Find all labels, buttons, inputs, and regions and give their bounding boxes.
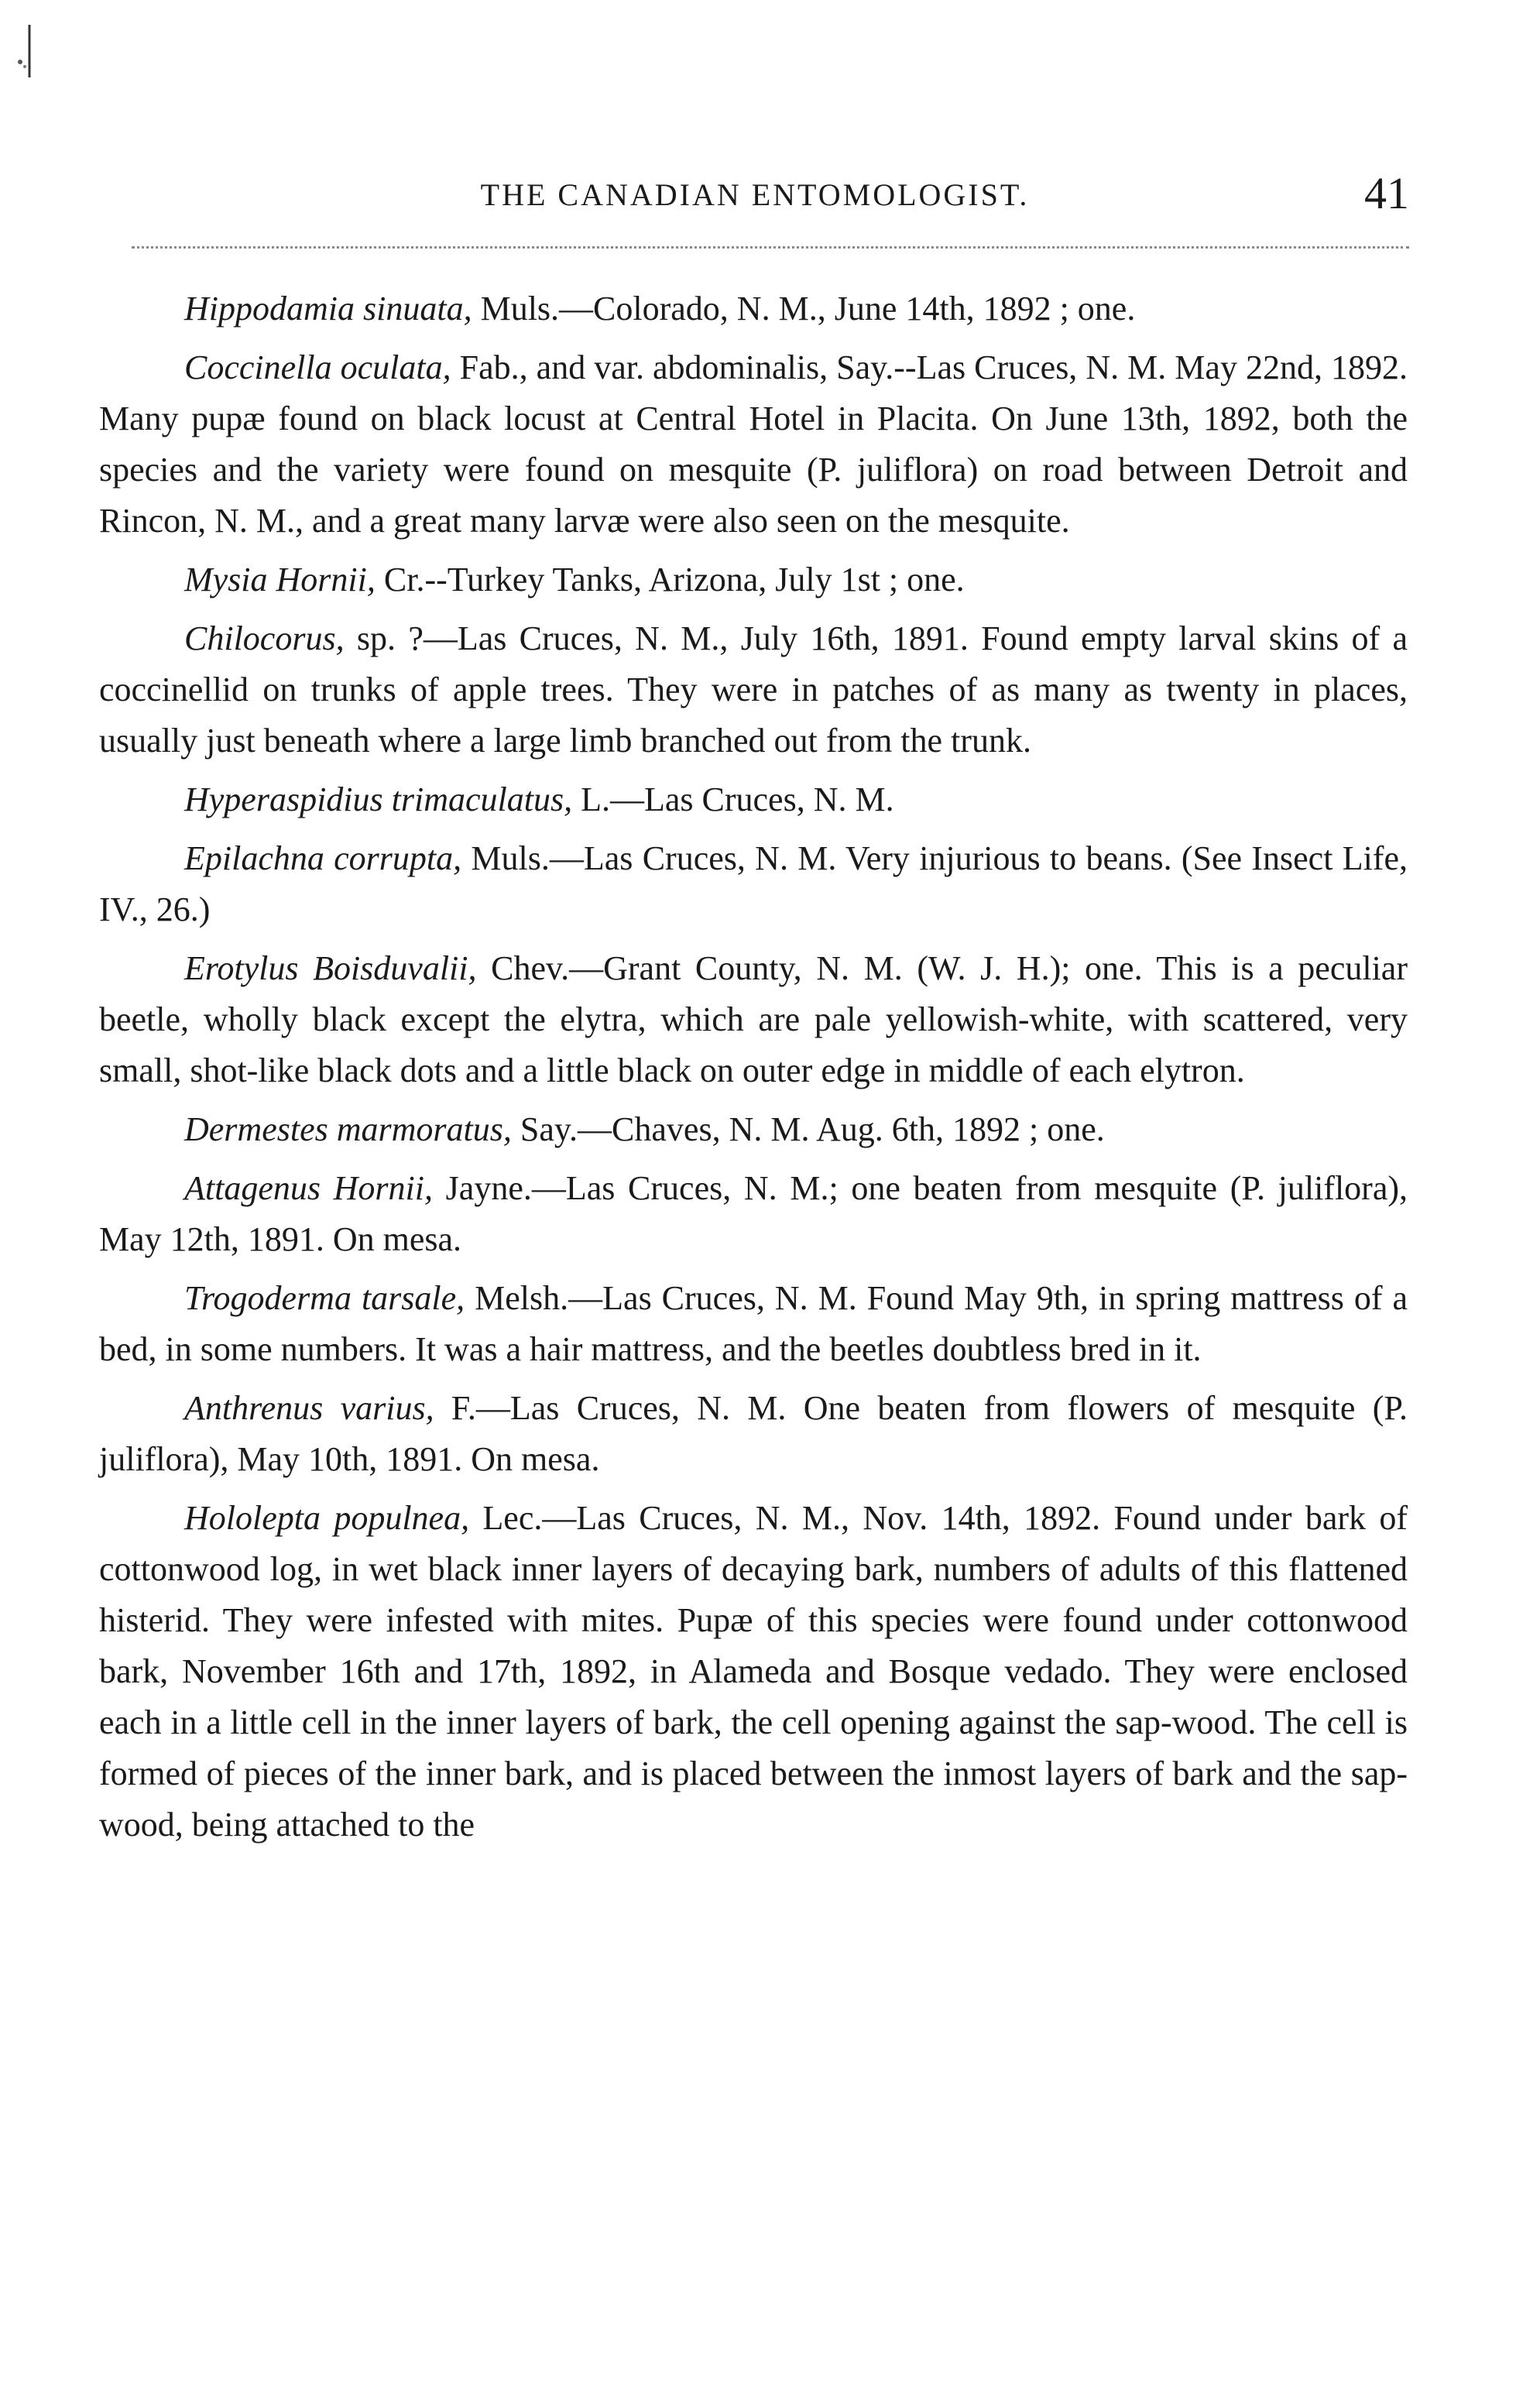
entry-text: Melsh.—Las Cruces, N. M. Found May 9th, in spring mattress of a bed, in some numbers. It was a hair mattress, and the beetles doubtless bred in it. (99, 1279, 1408, 1368)
entry-anthrenus-varius (99, 1383, 1408, 1485)
entry-trogoderma-tarsale (99, 1273, 1408, 1375)
entry-text: Muls.—Colorado, N. M., June 14th, 1892 ; one. (472, 290, 1136, 328)
entry-hololepta-populnea (99, 1493, 1408, 1850)
species-name: Coccinella oculata, (184, 348, 451, 386)
entry-text: Lec.—Las Cruces, N. M., Nov. 14th, 1892. Found under bark of cottonwood log, in wet black inner layers of decaying bark, numbers of adults of this flattened histerid. They were infested with mites. Pupæ of this species were found under cottonwood bark, November 16th and 17th, 1892, in Alameda and Bosque vedado. They were enclosed each in a little cell in the inner layers of bark, the cell opening against the sap-wood. The cell is formed of pieces of the inner bark, and is placed between the inmost layers of bark and the sap-wood, being attached to the (99, 1499, 1408, 1844)
species-name: Erotylus Boisduvalii, (184, 949, 477, 987)
entry-chilocorus (99, 613, 1408, 767)
entry-text: Cr.--Turkey Tanks, Arizona, July 1st ; one. (375, 561, 965, 599)
header-rule (132, 246, 1409, 249)
entry-erotylus-boisduvalii (99, 943, 1408, 1096)
entry-text: Chev.—Grant County, N. M. (W. J. H.); one. This is a peculiar beetle, wholly black except the elytra, which are pale yellowish-white, with scattered, very small, shot-like black dots and a little black on outer edge in middle of each elytron. (99, 949, 1408, 1089)
species-name: Hololepta populnea, (184, 1499, 470, 1537)
entry-text: Jayne.—Las Cruces, N. M.; one beaten from mesquite (P. juliflora), May 12th, 1891. On mesa. (99, 1169, 1408, 1258)
entry-text: Fab., and var. abdominalis, Say.--Las Cruces, N. M. May 22nd, 1892. Many pupæ found on black locust at Central Hotel in Placita. On June 13th, 1892, both the species and the variety were found on mesquite (P. juliflora) on road between Detroit and Rincon, N. M., and a great many larvæ were also seen on the mesquite. (99, 348, 1408, 540)
species-name: Hippodamia sinuata, (184, 290, 472, 328)
page-body (99, 283, 1408, 1858)
entry-mysia-hornii (99, 554, 1408, 605)
species-name: Anthrenus varius, (184, 1389, 434, 1427)
entry-attagenus-hornii (99, 1163, 1408, 1265)
running-head: THE CANADIAN ENTOMOLOGIST. (480, 177, 1030, 212)
entry-text: Say.—Chaves, N. M. Aug. 6th, 1892 ; one. (511, 1110, 1105, 1148)
entry-epilachna-corrupta (99, 833, 1408, 935)
entry-hippodamia-sinuata (99, 283, 1408, 334)
entry-text: Muls.—Las Cruces, N. M. Very injurious to beans. (See Insect Life, IV., 26.) (99, 839, 1408, 928)
species-name: Mysia Hornii, (184, 561, 376, 599)
species-name: Trogoderma tarsale, (184, 1279, 465, 1317)
species-name: Dermestes marmoratus, (184, 1110, 512, 1148)
entry-text: sp. ?—Las Cruces, N. M., July 16th, 1891. Found empty larval skins of a coccinellid on trunks of apple trees. They were in patches of as many as twenty in places, usually just beneath where a large limb branched out from the trunk. (99, 619, 1408, 760)
page-number: 41 (1364, 168, 1409, 218)
entry-text: L.—Las Cruces, N. M. (572, 780, 894, 818)
species-name: Chilocorus, (184, 619, 345, 657)
page-header (101, 168, 1409, 231)
species-name: Epilachna corrupta, (184, 839, 462, 877)
entry-coccinella-oculata (99, 342, 1408, 547)
margin-ink-mark (14, 23, 36, 85)
entry-dermestes-marmoratus (99, 1104, 1408, 1155)
entry-text: F.—Las Cruces, N. M. One beaten from flowers of mesquite (P. juliflora), May 10th, 1891. On mesa. (99, 1389, 1408, 1478)
entry-hyperaspidius-trimaculatus (99, 774, 1408, 825)
species-name: Attagenus Hornii, (184, 1169, 433, 1207)
species-name: Hyperaspidius trimaculatus, (184, 780, 573, 818)
